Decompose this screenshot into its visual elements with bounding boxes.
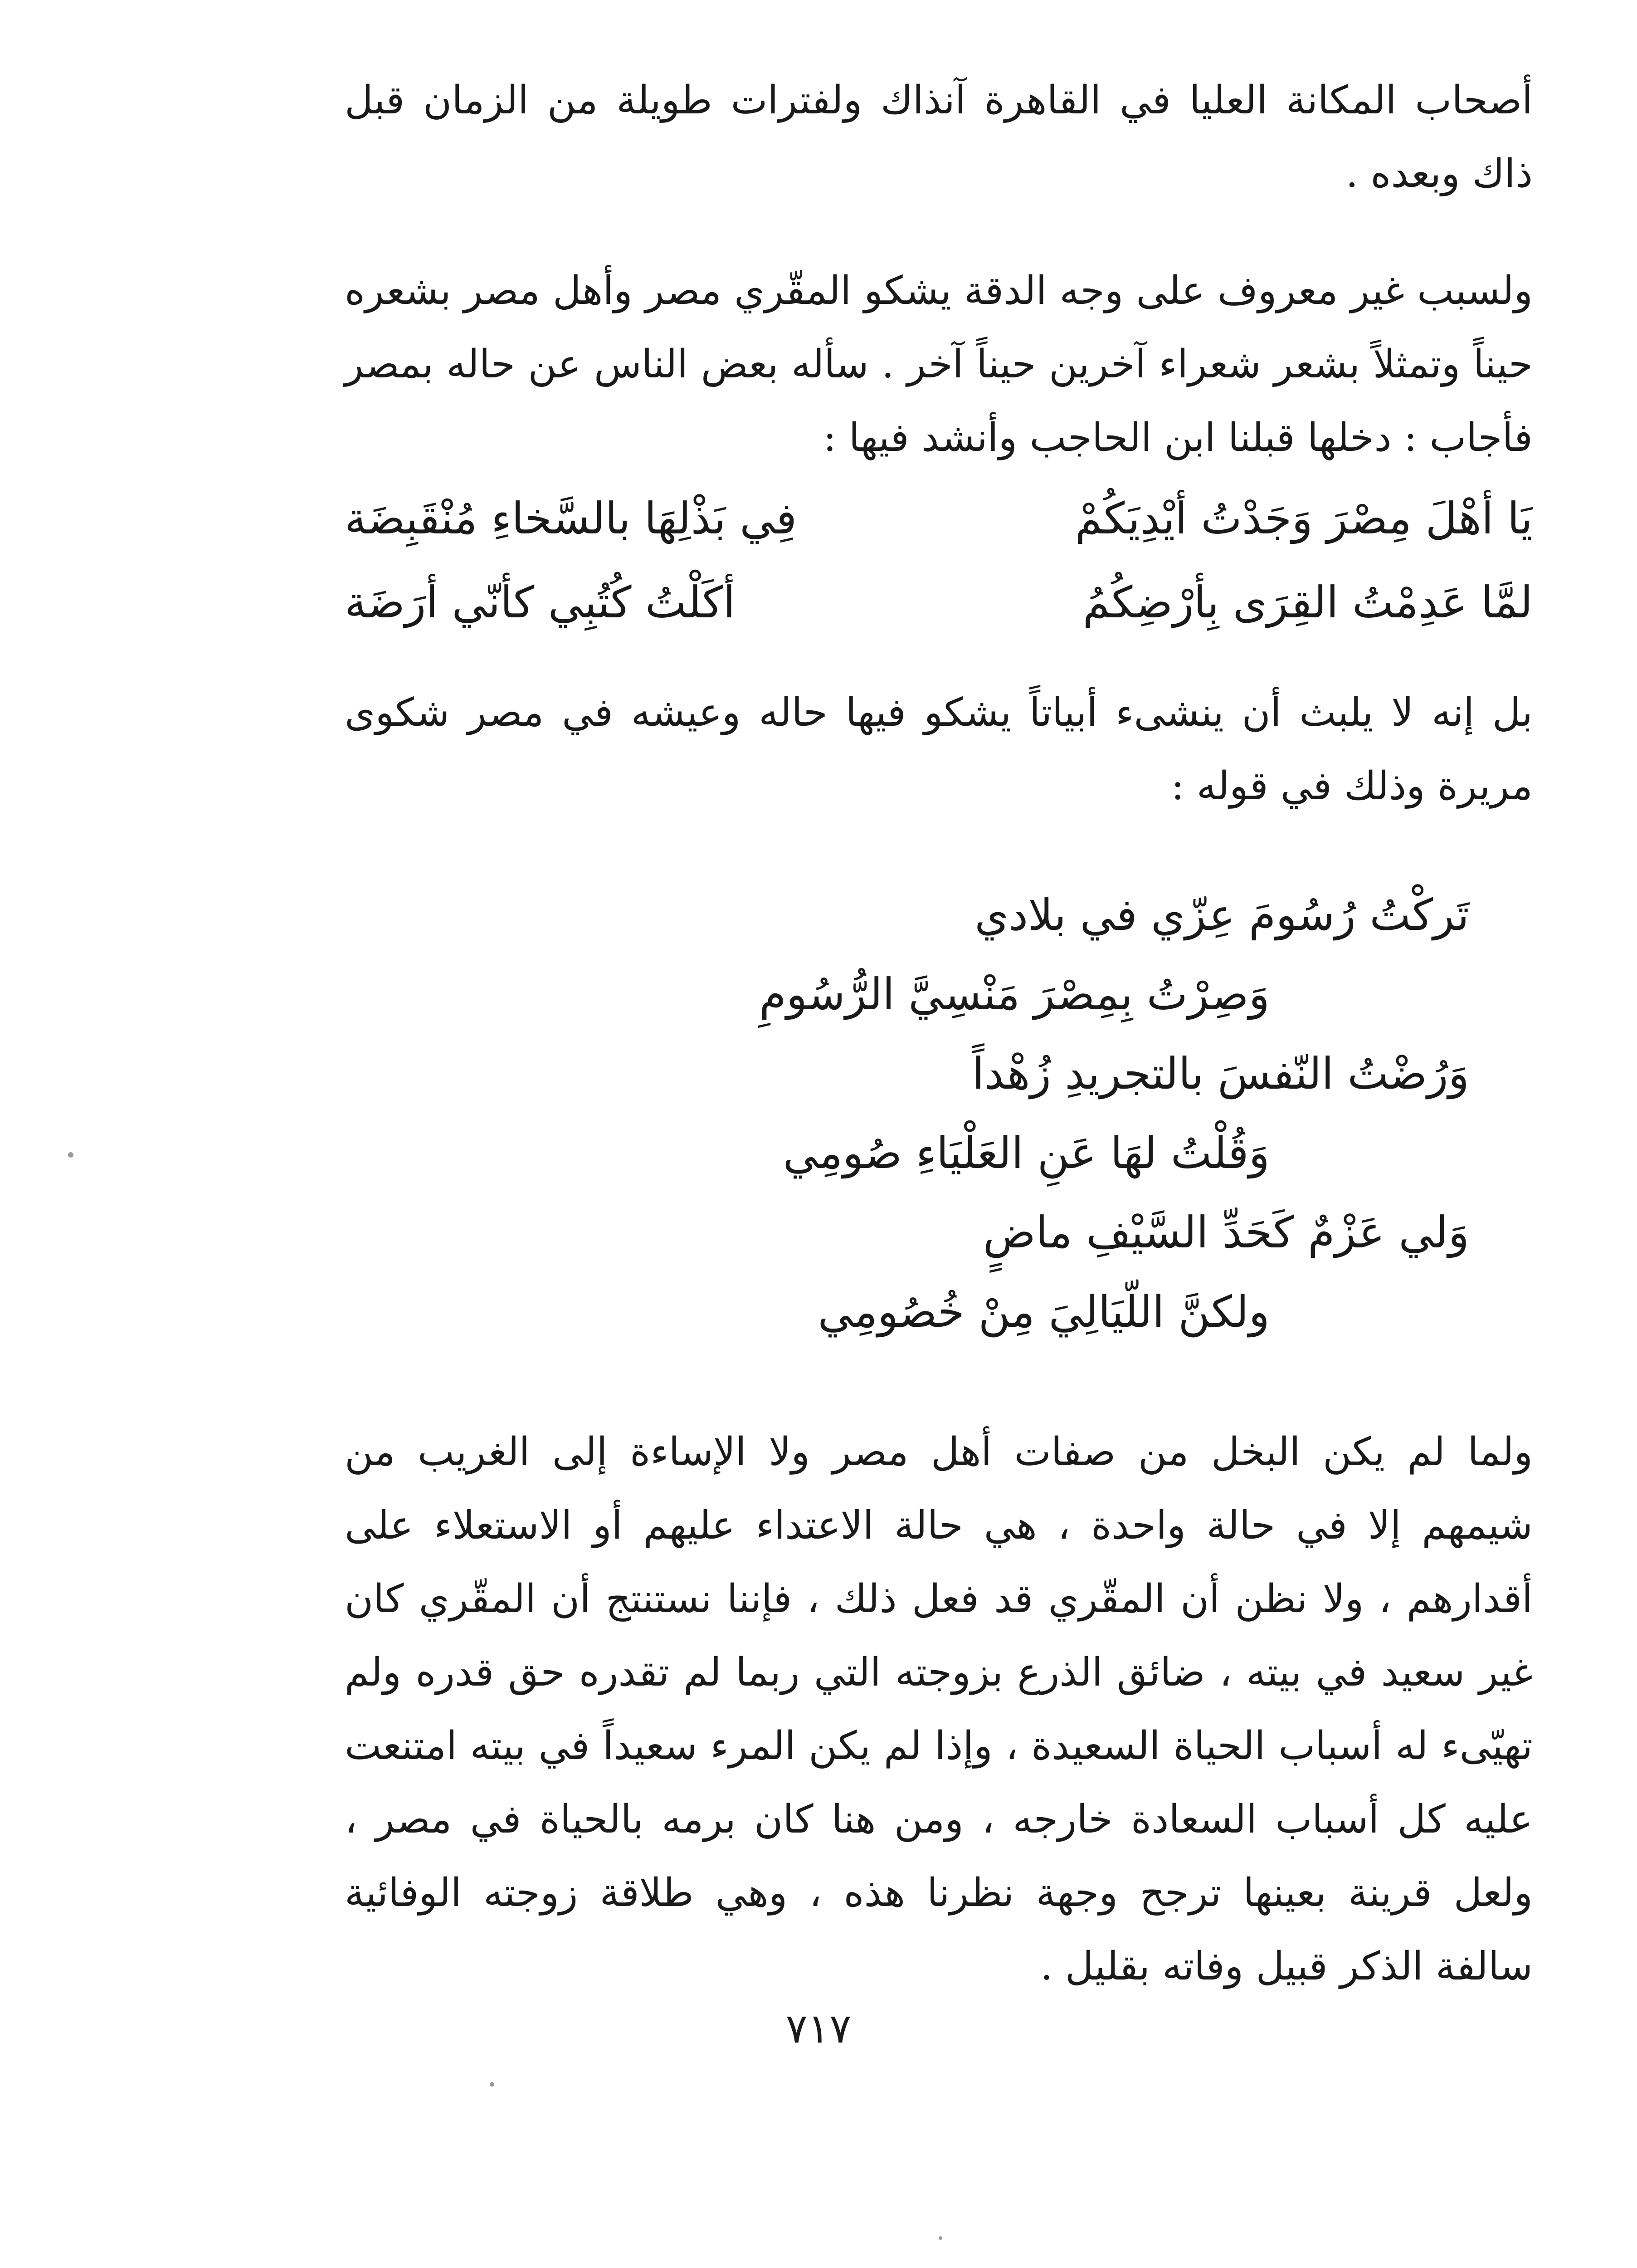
- poem-line: وَلي عَزْمٌ كَحَدِّ السَّيْفِ ماضٍ: [983, 1207, 1469, 1258]
- paragraph-3: بل إنه لا يلبث أن ينشىء أبياتاً يشكو فيها حاله وعيشه في مصر شكوى مريرة وذلك في قوله :: [345, 690, 1533, 809]
- scan-speck: [939, 2236, 942, 2240]
- poem-line: وَقُلْتُ لهَا عَنِ العَلْيَاءِ صُومِي: [783, 1128, 1270, 1178]
- poem-line: تَركْتُ رُسُومَ عِزّي في بلادي: [974, 890, 1469, 940]
- poem-line: وَرُضْتُ النّفسَ بالتجريدِ زُهْداً: [972, 1048, 1469, 1099]
- hemistich-first: يَا أهْلَ مِصْرَ وَجَدْتُ أيْدِيَكُمْ: [1075, 493, 1533, 544]
- page-number: ٧١٧: [785, 2005, 852, 2053]
- couplets-block: [345, 476, 1533, 644]
- paragraph-2: ولسبب غير معروف على وجه الدقة يشكو المقّري مصر وأهل مصر بشعره حيناً وتمثلاً بشعر شعراء آخرين حيناً آخر . سأله بعض الناس عن حاله بمصر فأجاب : دخلها قبلنا ابن الحاجب وأنشد فيها :: [345, 268, 1533, 460]
- hemistich-second: أكَلْتُ كُتُبِي كأنّي أرَضَة: [345, 577, 736, 628]
- scan-speck: [490, 2082, 494, 2087]
- hemistich-first: لمَّا عَدِمْتُ القِرَى بِأرْضِكُمُ: [1082, 577, 1533, 628]
- couplet-row: [345, 476, 1533, 560]
- hemistich-second: فِي بَذْلِهَا بالسَّخاءِ مُنْقَبِضَة: [345, 493, 797, 544]
- poem-line: وَصِرْتُ بِمِصْرَ مَنْسِيَّ الرُّسُومِ: [759, 969, 1270, 1020]
- poem-line: ولكنَّ اللّيَالِيَ مِنْ خُصُومِي: [818, 1286, 1270, 1337]
- couplet-row: [345, 560, 1533, 644]
- paragraph-1: أصحاب المكانة العليا في القاهرة آنذاك ولفترات طويلة من الزمان قبل ذاك وبعده .: [345, 78, 1533, 196]
- poem-block: [390, 875, 1524, 1352]
- paragraph-4: ولما لم يكن البخل من صفات أهل مصر ولا الإساءة إلى الغريب من شيمهم إلا في حالة واحدة ، هي حالة الاعتداء عليهم أو الاستعلاء على أقدارهم ، ولا نظن أن المقّري قد فعل ذلك ، فإننا نستنتج أن المقّري كان غير سعيد في بيته ، ضائق الذرع بزوجته التي ربما لم تقدره حق قدره ولم تهيّىء له أسباب الحياة السعيدة ، وإذا لم يكن المرء سعيداً في بيته امتنعت عليه كل أسباب السعادة خارجه ، ومن هنا كان برمه بالحياة في مصر ، ولعل قرينة بعينها ترجح وجهة نظرنا هذه ، وهي طلاقة زوجته الوفائية سالفة الذكر قبيل وفاته بقليل .: [345, 1429, 1533, 1989]
- scan-speck: [68, 1152, 73, 1158]
